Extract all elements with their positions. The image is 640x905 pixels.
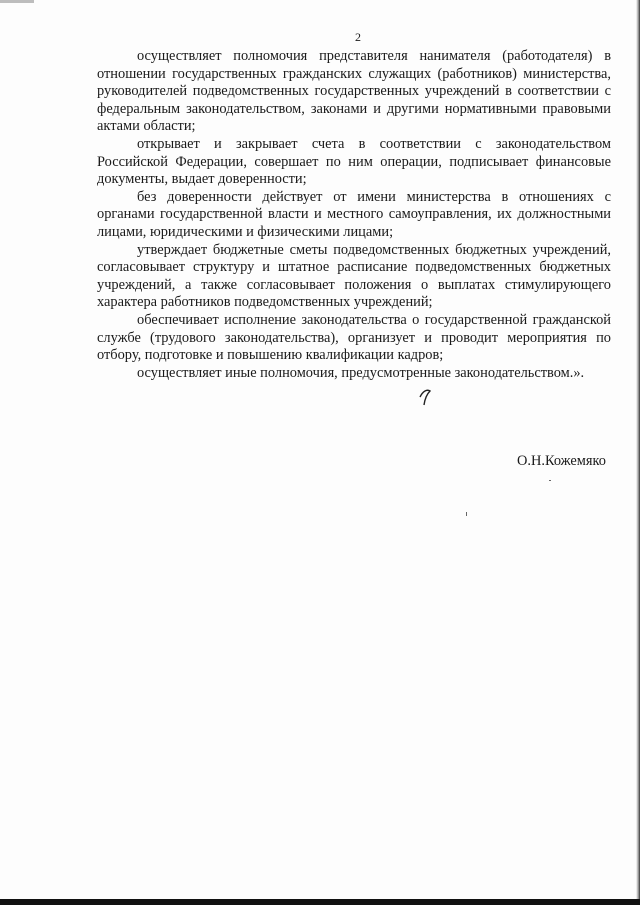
scan-artifact-top-left (0, 0, 34, 3)
handwritten-mark (418, 383, 434, 407)
paragraph-budget-estimates: утверждает бюджетные сметы подведомственных бюджетных учреждений, согласовывает структуру и штатное расписание подведомственных бюджетных учреждений, а также согласовывает положения о выплатах стимулирующего характера работников подведомственных учреждений; (97, 241, 611, 311)
paragraph-accounts: открывает и закрывает счета в соответствии с законодательством Российской Федерации, совершает по ним операции, подписывает финансовые документы, выдает доверенности; (97, 135, 611, 188)
paragraph-employer-powers: осуществляет полномочия представителя нанимателя (работодателя) в отношении государственных гражданских служащих (работников) министерства, руководителей подведомственных государственных учреждений в соответствии с федеральным законодательством, законами и другими нормативными правовыми актами области; (97, 48, 611, 135)
document-body (97, 48, 611, 382)
paragraph-representation: без доверенности действует от имени министерства в отношениях с органами государственной власти и местного самоуправления, их должностными лицами, юридическими и физическими лицами; (97, 188, 611, 240)
scan-speck (549, 480, 551, 481)
scan-edge-right (636, 0, 640, 905)
paragraph-other-powers: осуществляет иные полномочия, предусмотренные законодательством.». (137, 364, 585, 381)
scan-speck (466, 512, 467, 516)
page-number: 2 (355, 30, 361, 44)
signatory-name: О.Н.Кожемяко (516, 453, 606, 469)
paragraph-civil-service: обеспечивает исполнение законодательства о государственной гражданской службе (трудового законодательства), организует и проводит мероприятия по отбору, подготовке и повышению квалификации кадров; (97, 311, 611, 364)
scan-edge-bottom (0, 899, 640, 905)
